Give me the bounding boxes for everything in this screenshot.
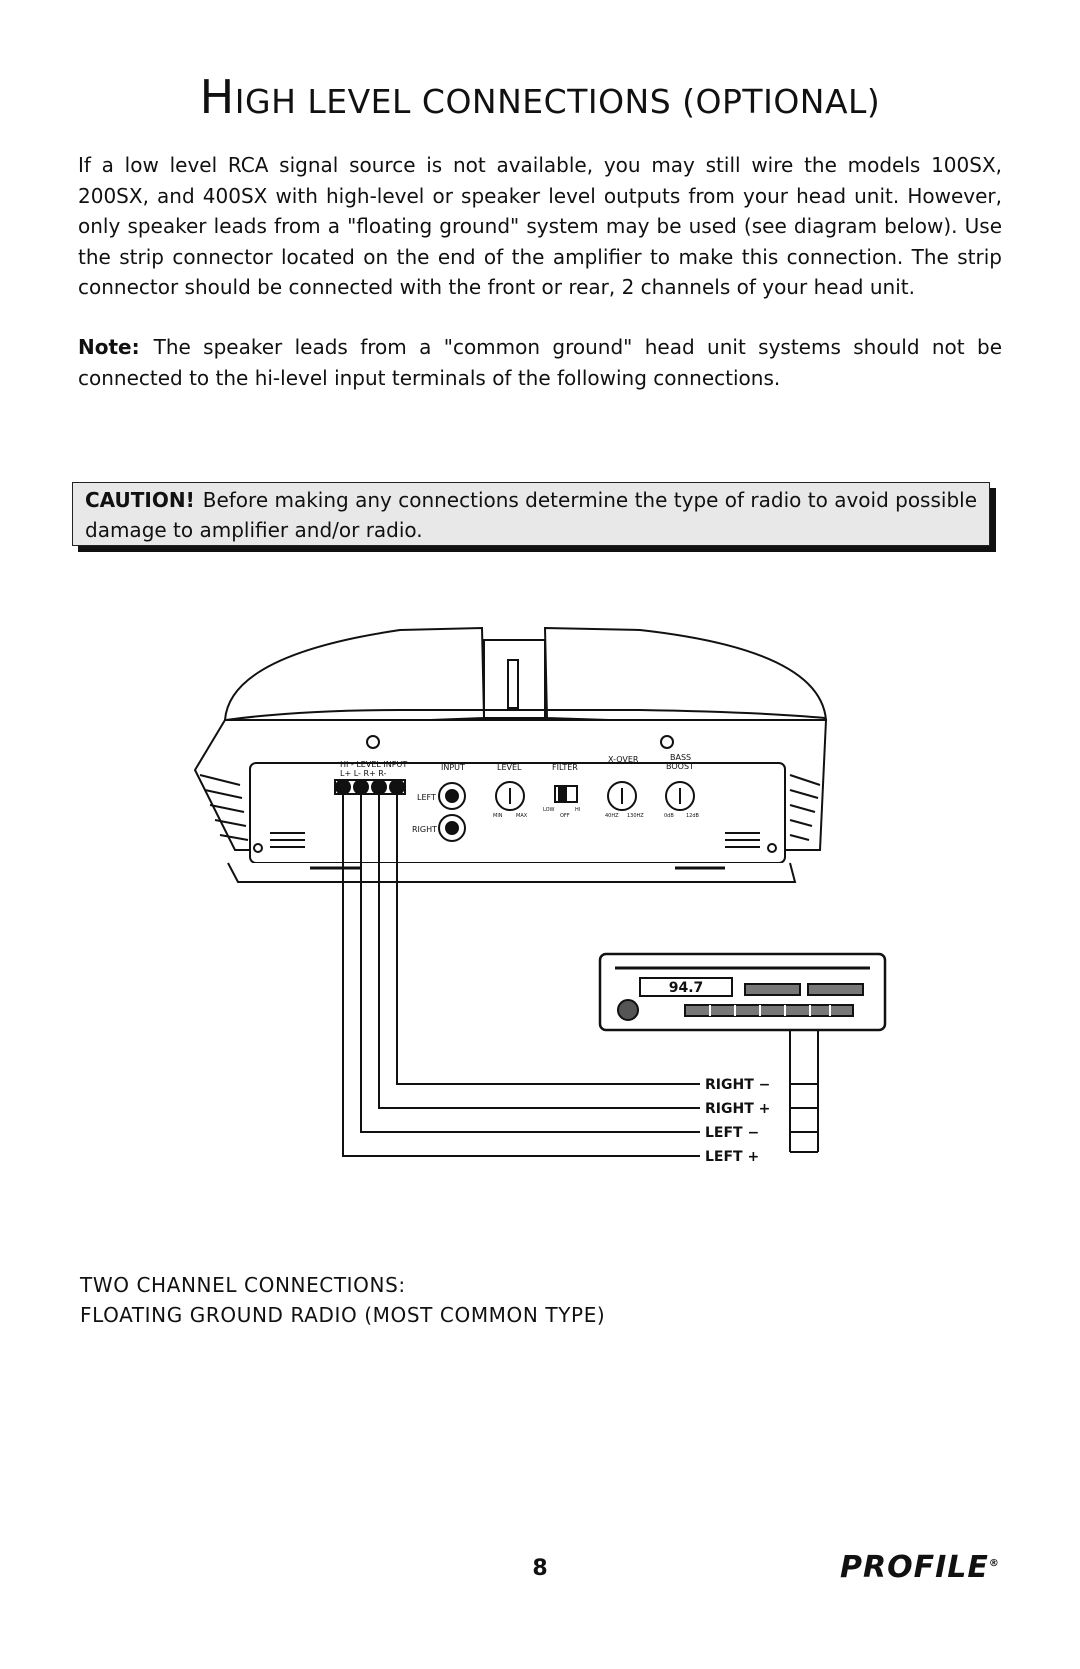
note-label: Note:: [78, 335, 140, 359]
page-title: [0, 70, 1080, 124]
caption-line-1: TWO CHANNEL CONNECTIONS:: [80, 1273, 406, 1297]
wire-label-left-minus: LEFT −: [705, 1125, 760, 1141]
title-initial: H: [199, 70, 235, 124]
filter-switch-slider: [559, 788, 566, 800]
caution-label: CAUTION!: [85, 488, 195, 512]
label-bass-max: 12dB: [686, 813, 699, 819]
label-boost: BOOST: [666, 762, 694, 771]
terminal-rplus: [372, 780, 386, 794]
title-rest: IGH LEVEL CONNECTIONS (OPTIONAL): [234, 82, 881, 121]
label-hi-level-input: HI - LEVEL INPUT: [340, 760, 408, 769]
caution-text-block: [85, 485, 981, 545]
radio-button: [808, 984, 863, 995]
caution-box: [72, 482, 990, 546]
rca-left-pin: [446, 790, 458, 802]
note-paragraph: [78, 332, 1002, 393]
label-filter-off: OFF: [560, 813, 570, 819]
radio-frequency: 94.7: [668, 980, 704, 996]
label-filter: FILTER: [552, 763, 578, 772]
label-level-max: MAX: [516, 813, 528, 819]
wire-label-left-plus: LEFT +: [705, 1149, 760, 1165]
label-xover-max: 130HZ: [627, 813, 644, 819]
label-terminals: L+ L- R+ R-: [340, 769, 387, 778]
caution-text: Before making any connections determine the type of radio to avoid possible damage to amplifier and/or radio.: [85, 488, 978, 542]
label-bass: BASS: [670, 753, 692, 762]
label-filter-low: LOW: [543, 807, 555, 813]
label-level: LEVEL: [497, 763, 522, 772]
wire-label-right-plus: RIGHT +: [705, 1101, 771, 1117]
label-xover: X-OVER: [608, 755, 639, 764]
wire-label-right-minus: RIGHT −: [705, 1077, 771, 1093]
terminal-lplus: [336, 780, 350, 794]
logo-text: PROFILE: [840, 1550, 989, 1585]
radio-volume-knob: [618, 1000, 638, 1020]
label-left: LEFT: [417, 793, 436, 802]
rca-right-pin: [446, 822, 458, 834]
amp-center-slot: [508, 660, 518, 708]
terminal-lminus: [354, 780, 368, 794]
label-input: INPUT: [441, 763, 465, 772]
caption-line-2: FLOATING GROUND RADIO (MOST COMMON TYPE): [80, 1303, 606, 1327]
label-level-min: MIN: [493, 813, 503, 819]
intro-paragraph: If a low level RCA signal source is not available, you may still wire the models 100SX, 200SX, and 400SX with high-level or speaker level outputs from your head unit. However, only speaker leads from a "floating ground" system may be used (see diagram below). Use the strip connector located on the end of the amplifier to make this connection. The strip connector should be connected with the front or rear, 2 channels of your head unit.: [78, 153, 1002, 299]
label-filter-hi: HI: [575, 807, 581, 813]
label-xover-min: 40HZ: [605, 813, 619, 819]
wiring-diagram: [0, 600, 1080, 1240]
amp-base: [228, 863, 795, 882]
logo-registered-mark: ®: [988, 1558, 1000, 1569]
terminal-rminus: [390, 780, 404, 794]
page-number: 8: [532, 1556, 548, 1581]
radio-button: [745, 984, 800, 995]
profile-logo: [840, 1550, 1000, 1585]
note-text: The speaker leads from a "common ground" head unit systems should not be connected to the hi-level input terminals of the following connections.: [78, 335, 1002, 390]
radio-output-wires: [790, 1030, 818, 1152]
label-bass-min: 0dB: [664, 813, 674, 819]
radio-output-taps: [790, 1084, 818, 1152]
label-right: RIGHT: [412, 825, 438, 834]
